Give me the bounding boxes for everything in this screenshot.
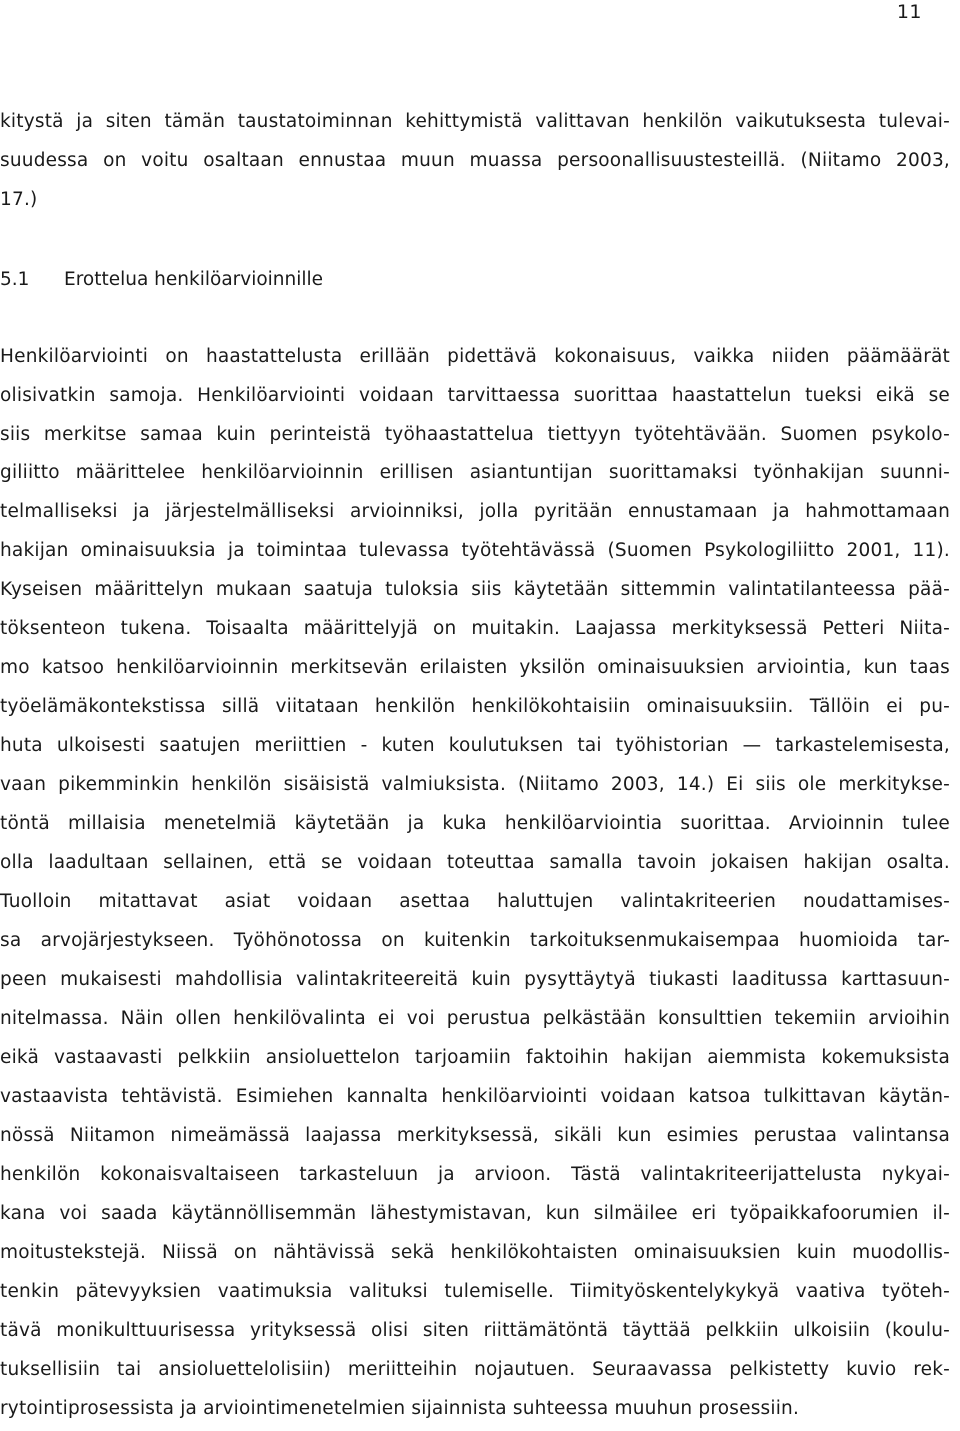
text-line: suudessa on voitu osaltaan ennustaa muun muassa persoonallisuustesteillä. (Niitamo 2003,	[0, 150, 950, 171]
text-line: olisivatkin samoja. Henkilöarviointi voidaan tarvittaessa suorittaa haastattelun tueksi eikä se	[0, 385, 950, 406]
text-line: siis merkitse samaa kuin perinteistä työhaastattelua tiettyyn työtehtävään. Suomen psykolo-	[0, 424, 950, 445]
section-number: 5.1	[0, 269, 30, 290]
text-line: rytointiprosessista ja arviointimenetelmien sijainnista suhteessa muuhun prosessiin.	[0, 1398, 800, 1419]
text-line: giliitto määrittelee henkilöarvioinnin erillisen asiantuntijan suorittamaksi työnhakijan suunni-	[0, 462, 950, 483]
page-number: 11	[896, 1, 922, 23]
text-line: eikä vastaavasti pelkkiin ansioluettelon tarjoamiin faktoihin hakijan aiemmista kokemuksista	[0, 1047, 950, 1068]
text-line: nössä Niitamon nimeämässä laajassa merkityksessä, sikäli kun esimies perustaa valintansa	[0, 1125, 950, 1146]
text-line: työelämäkontekstissa sillä viitataan henkilön henkilökohtaisiin ominaisuuksiin. Tällöin ei pu-	[0, 696, 950, 717]
text-line: vastaavista tehtävistä. Esimiehen kannalta henkilöarviointi voidaan katsoa tulkittavan käytän-	[0, 1086, 950, 1107]
text-line: sa arvojärjestykseen. Työhönotossa on kuitenkin tarkoituksenmukaisempaa huomioida tar-	[0, 930, 950, 951]
text-line: töntä millaisia menetelmiä käytetään ja kuka henkilöarviointia suorittaa. Arvioinnin tulee	[0, 813, 950, 834]
text-line: telmalliseksi ja järjestelmälliseksi arvioinniksi, jolla pyritään ennustamaan ja hahmottamaan	[0, 501, 950, 522]
text-line: kitystä ja siten tämän taustatoiminnan kehittymistä valittavan henkilön vaikutuksesta tulevai-	[0, 111, 950, 132]
text-line: peen mukaisesti mahdollisia valintakriteereitä kuin pysyttäytyä tiukasti laaditussa karttasuun-	[0, 969, 950, 990]
text-line: henkilön kokonaisvaltaiseen tarkasteluun ja arvioon. Tästä valintakriteerijattelusta nykyai-	[0, 1164, 950, 1185]
text-line: tävä monikulttuurisessa yrityksessä olisi siten riittämätöntä täyttää pelkkiin ulkoisiin (koulu-	[0, 1320, 950, 1341]
text-line: nitelmassa. Näin ollen henkilövalinta ei voi perustua pelkästään konsulttien tekemiin arvioihin	[0, 1008, 950, 1029]
section-heading	[0, 268, 323, 292]
text-line: töksenteon tukena. Toisaalta määrittelyjä on muitakin. Laajassa merkityksessä Petteri Niita-	[0, 618, 950, 639]
text-line: moitustekstejä. Niissä on nähtävissä sekä henkilökohtaisten ominaisuuksien kuin muodollis-	[0, 1242, 950, 1263]
text-line: vaan pikemminkin henkilön sisäisistä valmiuksista. (Niitamo 2003, 14.) Ei siis ole merkitykse-	[0, 774, 950, 795]
section-title: Erottelua henkilöarvioinnille	[64, 269, 324, 290]
text-line: tuksellisiin tai ansioluettelolisiin) meriitteihin nojautuen. Seuraavassa pelkistetty kuvio rek-	[0, 1359, 950, 1380]
text-line: Henkilöarviointi on haastattelusta erillään pidettävä kokonaisuus, vaikka niiden päämäärät	[0, 346, 950, 367]
text-line: olla laadultaan sellainen, että se voidaan toteuttaa samalla tavoin jokaisen hakijan osalta.	[0, 852, 950, 873]
text-line: 17.)	[0, 189, 38, 210]
text-line: hakijan ominaisuuksia ja toimintaa tulevassa työtehtävässä (Suomen Psykologiliitto 2001, 11).	[0, 540, 950, 561]
text-line: mo katsoo henkilöarvioinnin merkitsevän erilaisten yksilön ominaisuuksien arviointia, kun taas	[0, 657, 950, 678]
text-line: kana voi saada käytännöllisemmän lähestymistavan, kun silmäilee eri työpaikkafoorumien il-	[0, 1203, 950, 1224]
text-line: tenkin pätevyyksien vaatimuksia valituksi tulemiselle. Tiimityöskentelykykyä vaativa työteh-	[0, 1281, 950, 1302]
text-line: Tuolloin mitattavat asiat voidaan asettaa haluttujen valintakriteerien noudattamises-	[0, 891, 950, 912]
text-line: Kyseisen määrittelyn mukaan saatuja tuloksia siis käytetään sittemmin valintatilanteessa pää-	[0, 579, 950, 600]
text-line: huta ulkoisesti saatujen meriittien - kuten koulutuksen tai työhistorian — tarkastelemisesta,	[0, 735, 950, 756]
